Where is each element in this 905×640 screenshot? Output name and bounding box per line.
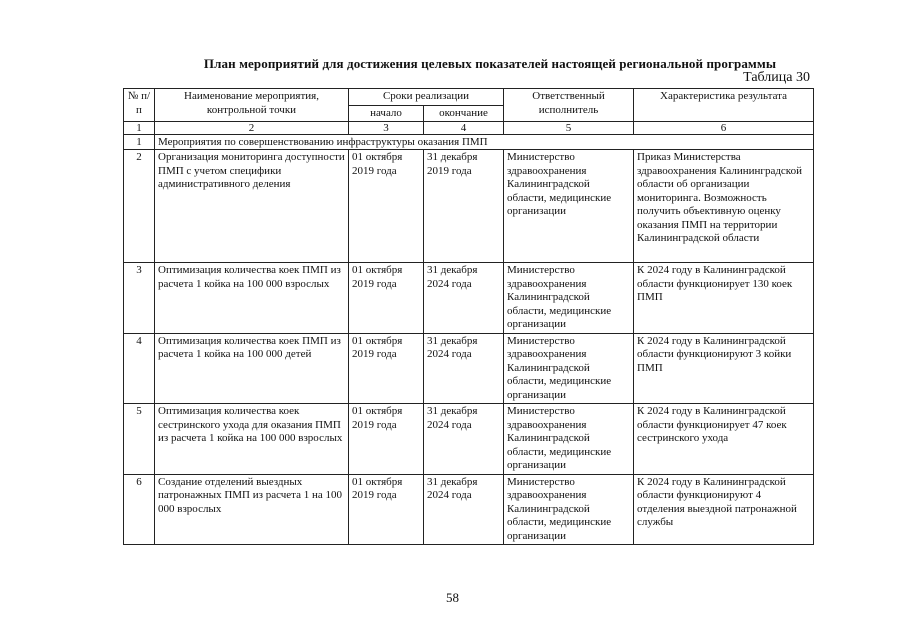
table-row — [124, 150, 814, 263]
row-num: 5 — [124, 404, 155, 475]
row-name: Оптимизация количества коек сестринского ухода для оказания ПМП из расчета 1 койка на 100 000 взрослых — [155, 404, 349, 475]
row-result: К 2024 году в Калининградской области функционируют 3 койки ПМП — [634, 333, 814, 404]
column-number: 4 — [424, 122, 504, 135]
header-name: Наименование мероприятия, контрольной точки — [155, 89, 349, 122]
table-row — [124, 474, 814, 545]
page-number: 58 — [446, 590, 459, 605]
row-result: К 2024 году в Калининградской области функционируют 4 отделения выездной патронажной службы — [634, 474, 814, 545]
row-num: 2 — [124, 150, 155, 263]
row-responsible: Министерство здравоохранения Калининградской области, медицинские организации — [504, 404, 634, 475]
header-responsible: Ответственный исполнитель — [504, 89, 634, 122]
row-num: 4 — [124, 333, 155, 404]
header-start: начало — [349, 105, 424, 122]
header-dates: Сроки реализации — [349, 89, 504, 106]
column-number-row — [124, 122, 814, 135]
document-title: План мероприятий для достижения целевых показателей настоящей региональной программы — [203, 56, 777, 71]
row-result: К 2024 году в Калининградской области функционирует 47 коек сестринского ухода — [634, 404, 814, 475]
row-num: 6 — [124, 474, 155, 545]
column-number: 2 — [155, 122, 349, 135]
row-end: 31 декабря 2024 года — [424, 333, 504, 404]
row-name: Организация мониторинга доступности ПМП с учетом специфики административного деления — [155, 150, 349, 263]
row-end: 31 декабря 2024 года — [424, 263, 504, 334]
column-number: 6 — [634, 122, 814, 135]
table-header-row — [124, 89, 814, 106]
row-responsible: Министерство здравоохранения Калининградской области, медицинские организации — [504, 263, 634, 334]
header-num: № п/п — [124, 89, 155, 122]
section-row — [124, 135, 814, 150]
row-start: 01 октября 2019 года — [349, 263, 424, 334]
row-start: 01 октября 2019 года — [349, 474, 424, 545]
measures-table — [123, 88, 814, 545]
table-row — [124, 333, 814, 404]
column-number: 3 — [349, 122, 424, 135]
table-row — [124, 404, 814, 475]
header-result: Характеристика результата — [634, 89, 814, 122]
row-name: Оптимизация количества коек ПМП из расчета 1 койка на 100 000 детей — [155, 333, 349, 404]
row-num: 3 — [124, 263, 155, 334]
table-row — [124, 263, 814, 334]
header-end: окончание — [424, 105, 504, 122]
row-responsible: Министерство здравоохранения Калининградской области, медицинские организации — [504, 333, 634, 404]
row-start: 01 октября 2019 года — [349, 333, 424, 404]
row-name: Оптимизация количества коек ПМП из расчета 1 койка на 100 000 взрослых — [155, 263, 349, 334]
section-title: Мероприятия по совершенствованию инфраструктуры оказания ПМП — [155, 135, 814, 150]
row-end: 31 декабря 2019 года — [424, 150, 504, 263]
row-responsible: Министерство здравоохранения Калининградской области, медицинские организации — [504, 474, 634, 545]
row-end: 31 декабря 2024 года — [424, 474, 504, 545]
column-number: 5 — [504, 122, 634, 135]
table-label: Таблица 30 — [743, 70, 810, 85]
row-result: К 2024 году в Калининградской области функционирует 130 коек ПМП — [634, 263, 814, 334]
row-name: Создание отделений выездных патронажных ПМП из расчета 1 на 100 000 взрослых — [155, 474, 349, 545]
column-number: 1 — [124, 122, 155, 135]
row-start: 01 октября 2019 года — [349, 150, 424, 263]
section-num: 1 — [124, 135, 155, 150]
row-start: 01 октября 2019 года — [349, 404, 424, 475]
row-end: 31 декабря 2024 года — [424, 404, 504, 475]
row-result: Приказ Министерства здравоохранения Калининградской области об организации мониторинга. Возможность получить объективную оценку оказания ПМП на территории Калининградской области — [634, 150, 814, 263]
row-responsible: Министерство здравоохранения Калининградской области, медицинские организации — [504, 150, 634, 263]
